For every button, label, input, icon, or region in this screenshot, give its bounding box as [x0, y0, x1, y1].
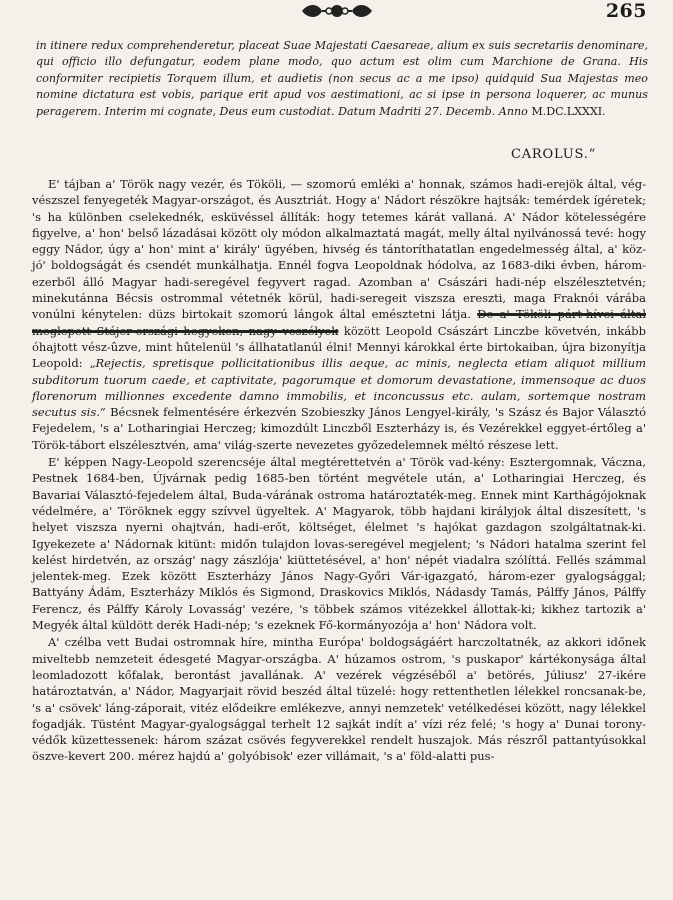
paragraph-1-text: E' tájban a' Török nagy vezér, és Tököli, — szomorú emléki a' honnak, számos hadi-erejök által, vég-vészszel fenyegeték Magyar-országot, és Ausztriát. Hogy a' Nádort részökre hajtsák: temérdek ígéretek; 's ha különben cselekednék, esküvéssel állíták: hogy tetemes kárát vallaná. A' Nádor kötelességére figyelve, a' hon' belső lázadásai között oly módon alkalmaztatá magát, melly által nyilvánossá tevé: hogy eggy Nádor, úgy a' hon' mint a' király' ügyében, hivség és tántoríthatatlan engedelmesség által, a' köz-jó' boldogságát és csendét munkálhatja. Ennél fogva Leopoldnak hódolva, az 1683-diki évben, három-ezerből álló Magyar hadi-seregével fegyvert ragad. Azomban a' Császári hadi-nép elszélesztetvén; minekutánna Bécsis ostrommal vétetnék körül, hadi-seregeit viszsza ereszti, maga Fraknói várába vonúlni kénytelen: düzs birtokait szomorú lángok által emésztetni látja. — [32, 177, 646, 322]
latin-letter-year: M.DC.LXXXI. — [531, 104, 606, 118]
latin-letter-text — [36, 38, 648, 120]
paragraph-1 — [32, 176, 646, 453]
leopold-quote: „Rejectis, spretisque pollicitationibus illis aeque, ac minis, neglecta etiam aliquot millium subditorum tuorum caede, et captivitate, pagorumque et domorum devastatione, immensoque ac duos florenorum millionnes excedente damno immobilis, et inconcussus etc. aulam, sortemque nostram secutus sis.“ — [32, 356, 647, 420]
latin-letter-body: in itinere redux comprehenderetur, placeat Suae Majestati Caesareae, alium ex suis secretariis denominare, qui officio illo defungatur, eodem plane modo, quo actum est olim cum Marchione de Grana. His conformiter recipietis Torquem illum, et audietis (non secus ac a me ipso) quidquid Sua Majestas meo nomine dictatura est vobis, parique erit apud vos aestimationi, ac si ipse in persona loquerer, ac munus peragerem. Interim mi cognate, Deus eum custodiat. Datum Madriti 27. Decemb. Anno — [36, 39, 648, 118]
paragraph-1-continuation: között Leopold Császárt Linczbe követvén, inkább óhajtott vész-ûzve, mint hûtelenül 's állhatatlanúl élni! Mennyi károkkal érte birtokaiban, újra bizonyítja Leopold: — [32, 323, 647, 371]
page-number: 265 — [605, 0, 647, 22]
paragraph-1-ending: Bécsnek felmentésére érkezvén Szobieszky János Lengyel-király, 's Szász és Bajor Választó Fejedelem, 's a' Lotharingiai Herczeg; kimozdúlt Linczből Eszterházy is, és Vezérekkel eggyet-értőleg a' Török-tábort elszélesztvén, ama' világ-szerte nevezetes győzedelemnek méltó részese lett. — [32, 405, 647, 452]
paragraph-2: E' képpen Nagy-Leopold szerencséje által megtérettetvén a' Török vad-kény: Esztergomnak, Váczna, Pestnek 1684-ben, Újvárnak pedig 1685-ben történt megvétele után, a' Lotharingiai Herczeg, és Bavariai Választó-fejedelem által, Buda-várának ostroma határoztaték-meg. Ennek mint Karthágójoknak védelmére, a' Töröknek eggy szívvel ügyeltek. A' Magyarok, több hajdani királyjok által diszesített, 's helyet viszsza nyerni ohajtván, hadi-erőt, költséget, élelmet 's hajókat gazdagon szolgáltatnak-ki. Igyekezete a' Nádornak kitünt: midőn tulajdon lovas-seregével megjelent; 's Nádori hatalma szerint fel kelést hirdetvén, az ország' nagy zászlója' kiüttetésével, a' hon' népét viadalra szólíttá. Fellés számmal jelentek-meg. Ezek között Eszterházy János Nagy-Győri Vár-igazgató, három-ezer gyalogsággal; Battyány Ádám, Eszterházy Miklós és Sigmond, Draskovics Miklós, Nádasdy Tamás, Pálffy János, Pálffy Ferencz, és Pálffy Károly Lovasság' vezére, 's többek számos vitézekkel állottak-ki; kikhez tartozik a' Megyék által küldött derék Hadi-nép; 's ezeknek Fő-kormányozója a' hon' Nádora volt. — [32, 455, 646, 633]
signature: CAROLUS.“ — [511, 147, 597, 162]
struck-through-text: De a' Tököli párt-hívei által meglepett Stájer-országi hegyeken, nagy veszélyek — [32, 307, 646, 338]
decorative-scroll-ornament-icon — [298, 2, 376, 20]
paragraph-3: A' czélba vett Budai ostromnak híre, mintha Európa' boldogságáért harczoltatnék, az akkori időnek miveltebb nemzeteit édesgeté Magyar-országba. A' húzamos ostrom, 's puskapor' kártékonysága által leomladozott kőfalak, berontást javallának. A' vezérek végzéséből a' betörés, Júliusz' 27-ikére határoztatván, a' Nádor, Magyarjait rövid beszéd által tüzelé: hogy rettenthetlen lélekkel roncsanak-be, 's a' csövek' láng-záporait, vitéz elődeikre emlékezve, annyi nemzetek' vetélkedései között, nagy lélekkel fogadják. Tüstént Magyar-gyalogsággal terhelt 12 sajkát indít a' vízi réz felé; 's hogy a' Dunai torony-védők küzettessenek: három százat csövés fegyverekkel rendelt huszajok. Más részről pattantyúsokkal öszve-kevert 200. mérez hajdú a' golyóbisok' ezer villámait, 's a' föld-alatti pus- — [32, 635, 646, 764]
main-body-text — [32, 176, 646, 765]
